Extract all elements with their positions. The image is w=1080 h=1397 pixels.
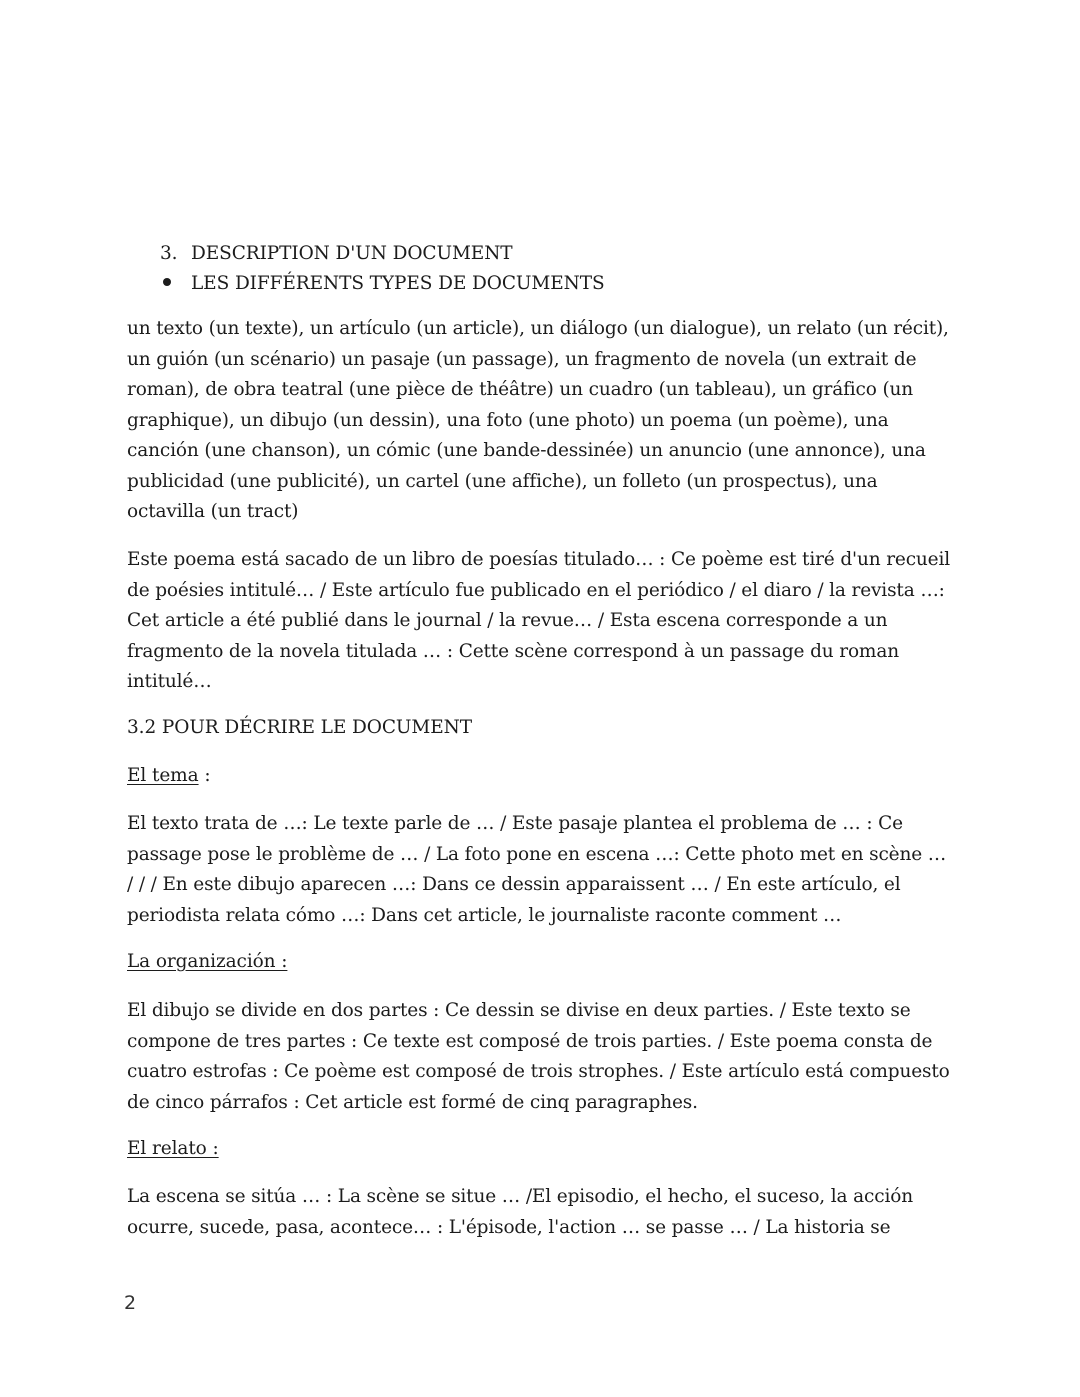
list-item-description [127, 238, 987, 268]
tema-heading-colon: : [198, 765, 211, 786]
relato-heading: El relato : [127, 1138, 219, 1159]
bullet-icon [127, 273, 191, 294]
source-phrases-paragraph: Este poema está sacado de un libro de poesías titulado… : Ce poème est tiré d'un recueil de poésies intitulé… / Este artículo fue publicado en el periódico / el diaro / la revista …: Cet article a été publié dans le journal / la revue… / Esta escena corresponde a un fragmento de la novela titulada … : Cette scène correspond à un passage du roman intitulé… [127, 549, 951, 692]
section-heading: 3.2 POUR DÉCRIRE LE DOCUMENT [127, 717, 472, 738]
document-types-paragraph: un texto (un texte), un artículo (un article), un diálogo (un dialogue), un relato (un récit), un guión (un scénario) un pasaje (un passage), un fragmento de novela (un extrait de roman), de obra teatral (une pièce de théâtre) un cuadro (un tableau), un gráfico (un graphique), un dibujo (un dessin), una foto (une photo) un poema (un poème), una canción (une chanson), un cómic (une bande-dessinée) un anuncio (une annonce), una publicidad (une publicité), un cartel (une affiche), un folleto (un prospectus), una octavilla (un tract) [127, 318, 949, 522]
list-number: 3. [160, 242, 178, 264]
section-list [127, 238, 987, 298]
relato-paragraph: La escena se sitúa … : La scène se situe … /El episodio, el hecho, el suceso, la acción ocurre, sucede, pasa, acontece… : L'épisode, l'action … se passe … / La historia se [127, 1186, 913, 1238]
tema-heading [127, 765, 210, 786]
organizacion-paragraph: El dibujo se divide en dos partes : Ce dessin se divise en deux parties. / Este texto se compone de tres partes : Ce texte est composé de trois parties. / Este poema consta de cuatro estrofas : Ce poème est composé de trois strophes. / Este artículo está compuesto de cinco párrafos : Cet article est formé de cinq paragraphes. [127, 1000, 950, 1113]
tema-paragraph: El texto trata de …: Le texte parle de … / Este pasaje plantea el problema de … : Ce passage pose le problème de … / La foto pone en escena …: Cette photo met en scène … / / / En este dibujo aparecen …: Dans ce dessin apparaissent … / En este artículo, el periodista relata cómo …: Dans cet article, le journaliste raconte comment … [127, 813, 947, 926]
list-item-text: LES DIFFÉRENTS TYPES DE DOCUMENTS [191, 272, 605, 294]
organizacion-heading: La organización : [127, 951, 288, 972]
list-item-types [127, 268, 987, 298]
list-item-text: DESCRIPTION D'UN DOCUMENT [191, 242, 513, 264]
tema-heading-label: El tema [127, 765, 199, 786]
page-number: 2 [124, 1292, 137, 1314]
